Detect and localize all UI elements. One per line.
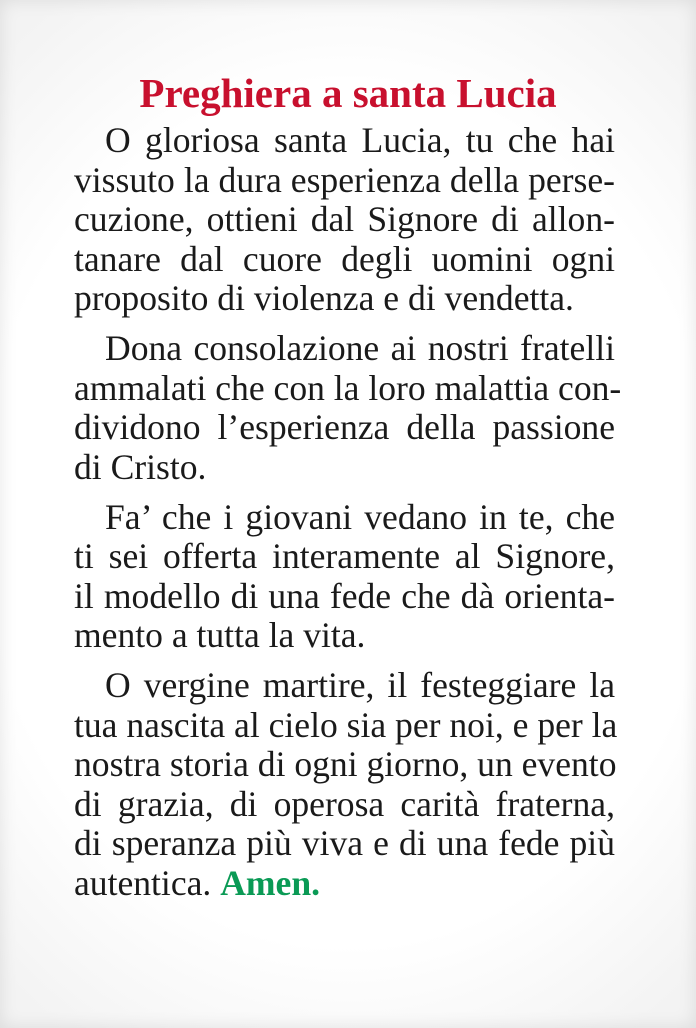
final-line	[74, 864, 615, 904]
text-line: proposito di violenza e di vendetta.	[74, 278, 574, 318]
paragraph-2	[74, 328, 622, 487]
text-line-final: autentica.	[74, 862, 212, 903]
prayer-body	[74, 120, 622, 914]
paragraph-1	[74, 121, 615, 319]
text-line: ti sei offerta interamente al Signore,	[74, 536, 615, 576]
text-line: di grazia, di operosa carità fraterna,	[74, 783, 615, 824]
paragraph-3	[74, 498, 615, 656]
text-line: il modello di una fede che dà orienta-	[74, 575, 615, 616]
text-line: di Cristo.	[74, 446, 207, 487]
text-line: dividono l’esperienza della passione	[74, 407, 615, 447]
text-line: O gloriosa santa Lucia, tu che hai	[105, 120, 615, 160]
text-line: tua nascita al cielo sia per noi, e per la	[74, 704, 618, 745]
text-line: di speranza più viva e di una fede più	[74, 823, 615, 863]
text-line: ammalati che con la loro malattia con-	[74, 367, 622, 408]
text-line: Dona consolazione ai nostri fratelli	[105, 328, 615, 368]
paragraph-4	[74, 665, 618, 903]
amen-closing: Amen.	[220, 862, 321, 903]
text-line: O vergine martire, il festeggiare la	[105, 665, 615, 705]
prayer-title: Preghiera a santa Lucia	[139, 70, 557, 116]
text-line: mento a tutta la vita.	[74, 615, 366, 655]
text-line: nostra storia di ogni giorno, un evento	[74, 744, 617, 784]
text-line: cuzione, ottieni dal Signore di allon-	[74, 199, 615, 239]
text-line: tanare dal cuore degli uomini ogni	[74, 238, 615, 279]
text-line: Fa’ che i giovani vedano in te, che	[105, 496, 615, 537]
text-line: vissuto la dura esperienza della perse-	[74, 159, 615, 200]
